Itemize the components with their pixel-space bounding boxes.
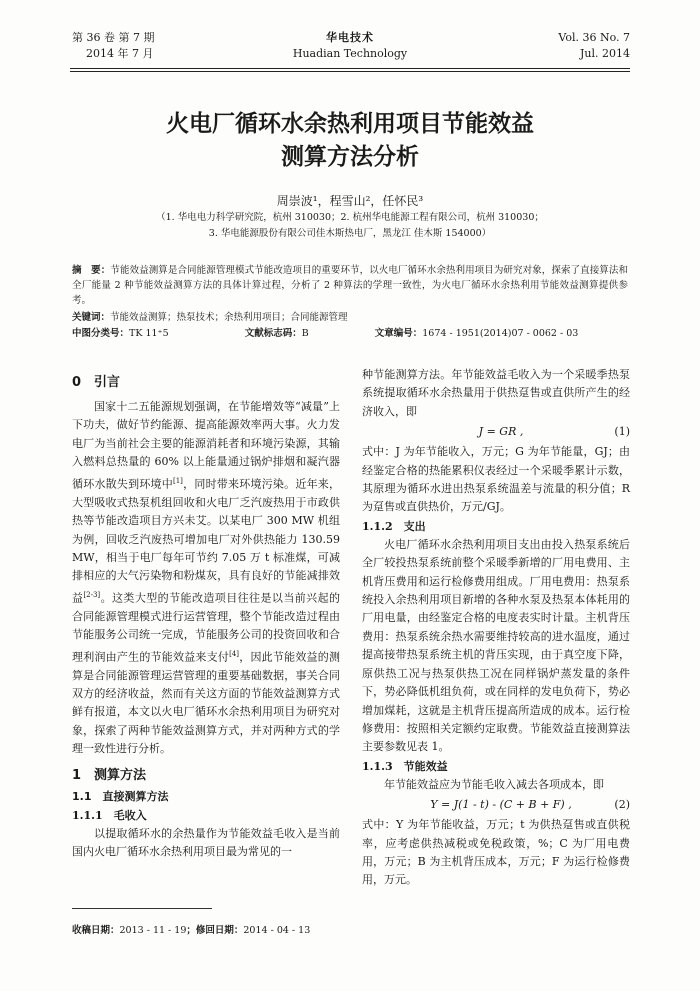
header-volume: 第 36 卷 第 7 期	[72, 31, 155, 44]
header-date-cn: 2014 年 7 月	[86, 47, 154, 60]
equation-2-number: (2)	[614, 798, 630, 812]
keywords	[72, 310, 628, 325]
doc-code-label: 文献标志码：	[244, 328, 302, 339]
authors: 周崇波¹，程雪山²，任怀民³	[276, 194, 424, 208]
received-date: 2013 - 11 - 19	[119, 925, 187, 936]
header-rule-top	[70, 68, 630, 69]
header-vol-no: Vol. 36 No. 7	[558, 31, 630, 44]
header-rule-bottom	[70, 71, 630, 72]
equation-1	[362, 421, 630, 443]
abstract-label: 摘 要：	[72, 265, 111, 276]
received-label: 收稿日期：	[72, 925, 120, 936]
equation-1-explanation: 式中：J 为年节能收入，万元；G 为年节能量，GJ；由经鉴定合格的热能累积仪表经过一个采暖季累计示数，其原理为循环水进出热泵系统温差与流量的积分值；R 为趸售或直供热价，万元/GJ。	[362, 445, 630, 514]
expense-paragraph: 火电厂循环水余热利用项目支出由投入热泵系统后全厂较投热泵系统前整个采暖季新增的厂用电费用、主机背压费用和运行检修费用组成。厂用电费用：热泵系统投入余热利用项目新增的各种水泵及热泵本体耗用的厂用电量，由经鉴定合格的电度表实时计量。主机背压费用：热泵系统余热水需要维持较高的进水温度，通过提高接带热泵系统主机的背压实现，由于真空度下降，原供热工况与热泵供热工况在同样锅炉蒸发量的条件下，势必降低机组负荷，或在同样的发电负荷下，势必增加煤耗，这就是主机背压提高所造成的成本。运行检修费用：按照相关定额约定取费。节能效益直接测算法主要参数见表 1。	[362, 537, 630, 754]
header-volume-en	[558, 30, 630, 62]
revised-date: 2014 - 04 - 13	[243, 925, 311, 936]
clc-label: 中图分类号：	[72, 328, 130, 339]
method-paragraph: 种节能测算方法。年节能效益毛收入为一个采暖季热泵系统提取循环水余热量用于供热趸售或直供所产生的经济收入，即	[362, 368, 630, 418]
equation-2-formula: Y = J(1 - t) - (C + B + F) ,	[430, 798, 572, 812]
section-1-1-3-heading: 1.1.3 节能效益	[362, 759, 448, 773]
keywords-label: 关键词：	[72, 312, 111, 323]
paper-title	[0, 108, 700, 174]
footnote-dates	[72, 924, 310, 938]
ref-1: [1]	[173, 476, 183, 485]
left-column	[72, 372, 340, 862]
affiliation-line-1: （1. 华电电力科学研究院，杭州 310030；2. 杭州华电能源工程有限公司，杭州 310030；	[156, 212, 544, 223]
section-1-1-2-heading: 1.1.2 支出	[362, 519, 426, 533]
header-date-en: Jul. 2014	[580, 47, 630, 60]
abstract-text: 节能效益测算是合同能源管理模式节能改造项目的重要环节，以火电厂循环水余热利用项目为研究对象，探索了直接算法和全厂能量 2 种节能效益测算方法的具体计算过程，分析了 2 种算法的学理一致性，为火电厂循环水余热利用节能效益测算提供参考。	[72, 265, 628, 306]
ref-2-3: [2-3]	[83, 590, 101, 599]
article-no-label: 文章编号：	[374, 328, 423, 339]
section-1-1-heading: 1.1 直接测算方法	[72, 789, 169, 803]
article-no-value: 1674 - 1951(2014)07 - 0062 - 03	[422, 328, 579, 339]
equation-1-formula: J = GR ,	[478, 425, 524, 439]
abstract	[72, 263, 628, 308]
ref-4: [4]	[229, 649, 240, 658]
title-line-2: 测算方法分析	[281, 144, 419, 170]
equation-2-explanation: 式中：Y 为年节能收益，万元；t 为供热趸售或直供税率，应考虑供热减税或免税政策，%；C 为厂用电费用，万元；B 为主机背压成本，万元；F 为运行检修费用，万元。	[362, 818, 630, 887]
title-line-1: 火电厂循环水余热利用项目节能效益	[166, 111, 534, 137]
intro-paragraph: 国家十二五能源规划强调，在节能增效等“减量”上下功夫，做好节约能源、提高能源效率两大事。火力发电厂为当前社会主要的能源消耗者和环境污染源，其输入燃料总热量的 60% 以上能量通过锅炉排烟和凝汽器循环水散失到环境中[1]，同时带来环境污染。近年来，大型吸收式热泵机组回收和火电厂乏汽废热用于市政供热等节能改造项目方兴未艾。以某电厂 300 MW 机组为例，回收乏汽废热可增加电厂对外供热能力 130.59 MW，相当于电厂每年可节约 7.05 万 t 标准煤，可减排相应的大气污染物和粉煤灰，具有良好的节能减排效益[2-3]。这类大型的节能改造项目往往是以当前兴起的合同能源管理模式进行运营管理，整个节能改造过程由节能服务公司统一完成，节能服务公司的投资回收和合理利润由产生的节能效益来支付[4]，因此节能效益的测算是合同能源管理运营管理的重要基础数据，事关合同双方的经济收益，然而有关这方面的节能效益测算方式鲜有报道，本文以火电厂循环水余热利用项目为研究对象，探索了两种节能效益测算方式，并对两种方式的学理一致性进行分析。	[72, 400, 341, 756]
section-1-heading: 1 测算方法	[72, 767, 147, 783]
gross-income-paragraph: 以提取循环水的余热量作为节能效益毛收入是当前国内火电厂循环水余热利用项目最为常见的一	[72, 826, 340, 859]
equation-2	[362, 794, 630, 816]
clc-value: TK 11⁺5	[129, 328, 169, 339]
right-column	[362, 366, 630, 890]
journal-name-cn: 华电技术	[326, 31, 374, 44]
equation-1-number: (1)	[614, 425, 630, 439]
section-0-heading: 0 引言	[72, 375, 121, 390]
classification-meta	[72, 326, 628, 341]
doc-code-value: B	[301, 328, 309, 339]
benefit-paragraph: 年节能效益应为节能毛收入减去各项成本，即	[384, 777, 604, 791]
section-1-1-1-heading: 1.1.1 毛收入	[72, 808, 147, 822]
affiliations	[0, 210, 700, 242]
footnote-rule	[72, 908, 212, 909]
revised-label: ；修回日期：	[186, 925, 244, 936]
keywords-text: 节能效益测算；热泵技术；余热利用项目；合同能源管理	[110, 312, 348, 323]
journal-name-en: Huadian Technology	[292, 47, 408, 60]
affiliation-line-2: 3. 华电能源股份有限公司佳木斯热电厂，黑龙江 佳木斯 154000）	[208, 228, 492, 239]
